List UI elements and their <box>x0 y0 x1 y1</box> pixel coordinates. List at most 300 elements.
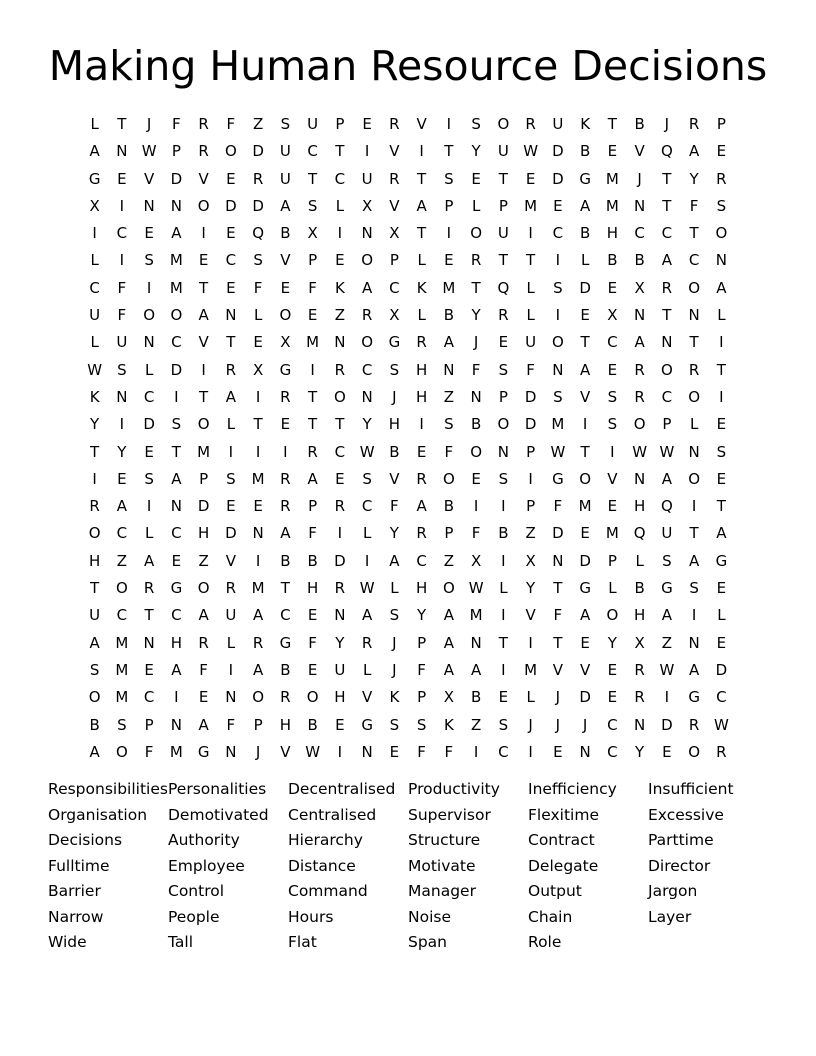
grid-letter: L <box>90 115 99 133</box>
grid-letter: O <box>688 278 701 297</box>
grid-letter: W <box>523 142 539 161</box>
grid-letter: S <box>416 715 427 734</box>
grid-row <box>81 602 735 629</box>
grid-letter: H <box>88 551 101 570</box>
grid-letter: G <box>661 579 673 598</box>
grid-letter: Z <box>443 387 455 406</box>
grid-letter: O <box>442 469 455 488</box>
grid-letter: P <box>389 251 399 270</box>
grid-letter: B <box>443 497 455 516</box>
grid-letter: F <box>689 196 699 215</box>
grid-letter: X <box>389 224 400 243</box>
grid-letter: L <box>580 251 590 270</box>
grid-letter: L <box>90 251 99 270</box>
grid-letter: W <box>359 579 375 598</box>
grid-letter: E <box>553 742 563 761</box>
grid-row <box>81 329 735 356</box>
grid-letter: R <box>198 115 209 133</box>
grid-letter: M <box>115 633 129 652</box>
grid-letter: E <box>607 142 618 161</box>
word-list-item: Centralised <box>288 805 377 824</box>
grid-letter: C <box>171 606 182 625</box>
grid-letter: H <box>415 579 428 598</box>
grid-letter: S <box>280 115 291 133</box>
word-list-item: Motivate <box>408 856 476 875</box>
grid-letter: H <box>170 633 183 652</box>
grid-letter: D <box>552 524 564 543</box>
grid-letter: A <box>579 360 591 379</box>
grid-letter: T <box>662 169 672 188</box>
grid-letter: T <box>171 442 181 461</box>
grid-letter: F <box>471 360 481 379</box>
grid-letter: L <box>90 333 99 352</box>
grid-letter: P <box>607 551 617 570</box>
grid-letter: U <box>307 115 319 133</box>
grid-letter: K <box>334 278 345 297</box>
grid-letter: D <box>661 715 673 734</box>
grid-letter: A <box>307 469 318 488</box>
grid-letter: H <box>306 579 319 598</box>
grid-letter: F <box>471 524 481 543</box>
grid-letter: T <box>335 415 345 434</box>
grid-letter: M <box>169 251 183 270</box>
word-list-column <box>168 777 288 956</box>
grid-letter: T <box>498 169 508 188</box>
grid-letter: E <box>471 469 481 488</box>
grid-letter: B <box>498 524 509 543</box>
grid-letter: Y <box>635 742 645 761</box>
grid-row <box>81 247 735 274</box>
word-list-item: Output <box>528 882 582 900</box>
grid-row <box>81 439 735 466</box>
grid-letter: T <box>144 606 154 625</box>
grid-letter: I <box>228 442 234 461</box>
grid-letter: E <box>553 196 563 215</box>
grid-letter: N <box>252 524 264 543</box>
grid-letter: L <box>362 660 372 679</box>
word-list-item: Fulltime <box>48 856 110 875</box>
grid-letter: D <box>143 415 155 434</box>
grid-letter: S <box>444 169 454 188</box>
grid-letter: R <box>525 115 536 133</box>
grid-letter: G <box>388 333 401 352</box>
grid-letter: U <box>361 169 373 188</box>
grid-letter: R <box>280 469 291 488</box>
grid-letter: L <box>417 306 426 325</box>
grid-letter: K <box>89 387 100 406</box>
grid-letter: Q <box>252 224 265 243</box>
grid-letter: O <box>197 579 210 598</box>
grid-letter: T <box>498 633 508 652</box>
grid-letter: B <box>280 660 291 679</box>
grid-letter: T <box>90 442 100 461</box>
grid-letter: M <box>306 333 320 352</box>
grid-letter: B <box>280 551 291 570</box>
grid-letter: E <box>444 251 454 270</box>
grid-letter: T <box>199 387 209 406</box>
grid-letter: I <box>255 551 261 570</box>
grid-letter: X <box>470 551 482 570</box>
grid-letter: R <box>334 579 346 598</box>
word-list-item: Structure <box>408 831 481 849</box>
grid-letter: T <box>553 633 563 652</box>
grid-letter: A <box>416 196 427 215</box>
grid-letter: T <box>689 333 699 352</box>
grid-letter: S <box>689 579 699 598</box>
grid-letter: G <box>88 169 101 188</box>
grid-letter: A <box>688 142 700 161</box>
grid-row <box>81 384 735 411</box>
grid-letter: T <box>280 579 290 598</box>
grid-letter: G <box>715 551 728 570</box>
grid-letter: U <box>89 606 101 625</box>
grid-letter: F <box>417 660 426 679</box>
grid-letter: N <box>715 251 727 270</box>
grid-letter: C <box>171 524 182 543</box>
grid-letter: X <box>634 278 645 297</box>
grid-letter: V <box>143 169 155 188</box>
grid-letter: H <box>415 387 428 406</box>
grid-letter: O <box>115 579 128 598</box>
grid-letter: P <box>498 196 508 215</box>
grid-letter: L <box>717 606 726 625</box>
grid-letter: V <box>607 469 618 488</box>
grid-letter: I <box>528 742 533 761</box>
grid-letter: A <box>688 551 700 570</box>
grid-letter: I <box>501 660 506 679</box>
grid-letter: A <box>661 606 672 625</box>
grid-letter: O <box>470 442 483 461</box>
grid-letter: R <box>280 387 291 406</box>
grid-letter: I <box>119 251 125 270</box>
grid-letter: C <box>661 387 673 406</box>
grid-letter: T <box>417 224 427 243</box>
grid-letter: I <box>446 115 452 133</box>
grid-letter: R <box>198 633 209 652</box>
grid-letter: R <box>661 278 673 297</box>
grid-letter: S <box>253 251 263 270</box>
grid-letter: M <box>605 524 619 543</box>
grid-letter: O <box>279 306 292 325</box>
grid-letter: F <box>199 660 208 679</box>
grid-letter: E <box>607 278 618 297</box>
grid-letter: V <box>198 169 209 188</box>
grid-letter: A <box>361 278 373 297</box>
grid-letter: F <box>417 742 426 761</box>
grid-letter: N <box>170 196 182 215</box>
grid-row <box>81 712 735 739</box>
grid-letter: E <box>471 169 481 188</box>
grid-letter: O <box>633 415 646 434</box>
grid-letter: S <box>144 251 154 270</box>
grid-letter: V <box>525 606 536 625</box>
grid-letter: W <box>359 442 375 461</box>
grid-letter: E <box>580 306 590 325</box>
grid-letter: M <box>115 688 129 707</box>
grid-letter: L <box>635 551 644 570</box>
grid-letter: C <box>143 688 155 707</box>
grid-letter: H <box>279 715 292 734</box>
grid-letter: L <box>526 306 535 325</box>
grid-letter: T <box>716 360 726 379</box>
word-list-item: Flat <box>288 933 317 951</box>
grid-letter: T <box>226 333 236 352</box>
grid-letter: I <box>174 387 179 406</box>
grid-letter: C <box>607 333 618 352</box>
grid-letter: Y <box>417 606 427 625</box>
grid-letter: L <box>144 360 154 379</box>
grid-letter: J <box>637 169 642 188</box>
grid-letter: P <box>716 115 726 133</box>
grid-letter: M <box>605 169 619 188</box>
grid-letter: O <box>606 606 619 625</box>
grid-letter: R <box>361 633 373 652</box>
grid-letter: A <box>579 606 591 625</box>
grid-letter: D <box>252 196 264 215</box>
grid-letter: L <box>689 415 699 434</box>
grid-letter: N <box>361 742 373 761</box>
grid-letter: A <box>171 469 182 488</box>
grid-letter: O <box>470 224 483 243</box>
grid-letter: U <box>89 306 101 325</box>
grid-letter: I <box>473 497 479 516</box>
grid-letter: O <box>224 142 237 161</box>
grid-letter: I <box>691 497 697 516</box>
grid-letter: D <box>197 497 210 516</box>
grid-letter: C <box>116 524 128 543</box>
grid-letter: J <box>146 115 152 133</box>
grid-letter: I <box>473 742 479 761</box>
grid-letter: U <box>279 142 291 161</box>
grid-letter: G <box>579 169 591 188</box>
grid-row <box>81 548 735 575</box>
grid-letter: O <box>688 742 701 761</box>
grid-letter: W <box>305 742 321 761</box>
grid-letter: B <box>443 306 455 325</box>
grid-letter: O <box>497 115 510 133</box>
grid-letter: I <box>174 688 179 707</box>
grid-letter: D <box>170 169 183 188</box>
grid-letter: U <box>497 142 509 161</box>
word-list-item: Authority <box>168 831 240 849</box>
word-list-column <box>528 777 648 956</box>
grid-letter: B <box>470 415 482 434</box>
grid-letter: R <box>688 715 700 734</box>
grid-row <box>81 630 735 657</box>
grid-letter: D <box>524 387 537 406</box>
grid-row <box>81 466 735 493</box>
grid-letter: U <box>225 606 237 625</box>
grid-letter: N <box>688 633 700 652</box>
grid-letter: S <box>607 415 618 434</box>
word-list-item: Distance <box>288 856 356 875</box>
grid-letter: L <box>526 688 535 707</box>
grid-letter: C <box>171 333 182 352</box>
grid-letter: S <box>553 387 563 406</box>
grid-letter: B <box>634 251 645 270</box>
word-list-item: Narrow <box>48 907 104 926</box>
grid-letter: F <box>444 742 454 761</box>
grid-row <box>81 493 735 520</box>
grid-letter: S <box>307 196 318 215</box>
grid-letter: N <box>143 196 155 215</box>
grid-letter: O <box>579 469 592 488</box>
grid-letter: R <box>634 688 645 707</box>
grid-letter: E <box>280 415 291 434</box>
grid-letter: M <box>442 278 456 297</box>
grid-letter: R <box>225 579 237 598</box>
grid-letter: K <box>389 688 400 707</box>
grid-letter: O <box>688 469 701 488</box>
grid-letter: J <box>582 715 588 734</box>
grid-letter: N <box>116 142 128 161</box>
grid-letter: A <box>252 660 264 679</box>
grid-letter: E <box>226 169 236 188</box>
grid-letter: E <box>607 660 618 679</box>
grid-letter: M <box>469 606 483 625</box>
grid-letter: M <box>551 415 565 434</box>
grid-letter: R <box>416 469 427 488</box>
grid-letter: Y <box>471 142 481 161</box>
grid-letter: M <box>524 660 538 679</box>
grid-letter: R <box>280 497 291 516</box>
grid-letter: O <box>143 306 156 325</box>
grid-letter: T <box>199 278 209 297</box>
grid-letter: L <box>226 415 236 434</box>
grid-letter: Y <box>607 633 617 652</box>
grid-letter: S <box>498 360 509 379</box>
grid-letter: J <box>555 688 561 707</box>
grid-letter: E <box>716 633 727 652</box>
grid-letter: E <box>253 497 263 516</box>
grid-letter: R <box>389 115 400 133</box>
word-list-item: Hours <box>288 907 334 926</box>
grid-letter: T <box>90 579 100 598</box>
grid-row <box>81 220 735 247</box>
word-list-item: Organisation <box>48 805 148 824</box>
grid-letter: U <box>334 660 346 679</box>
grid-letter: F <box>253 278 263 297</box>
grid-letter: X <box>252 360 264 379</box>
grid-letter: E <box>607 360 618 379</box>
grid-letter: R <box>334 360 346 379</box>
grid-letter: C <box>334 442 346 461</box>
grid-letter: Y <box>90 415 100 434</box>
grid-letter: C <box>552 224 564 243</box>
word-list-column <box>648 777 768 956</box>
grid-letter: L <box>499 579 508 598</box>
word-list-item: Inefficiency <box>528 780 617 798</box>
grid-letter: N <box>634 196 646 215</box>
grid-letter: B <box>579 224 591 243</box>
word-list-item: Barrier <box>48 882 101 900</box>
grid-letter: J <box>255 742 261 761</box>
grid-letter: V <box>579 387 591 406</box>
grid-letter: E <box>607 497 618 516</box>
word-list-item: Command <box>288 882 368 900</box>
grid-letter: Q <box>633 524 646 543</box>
grid-letter: I <box>501 606 506 625</box>
grid-letter: A <box>688 660 700 679</box>
grid-letter: C <box>498 742 509 761</box>
grid-letter: L <box>526 278 535 297</box>
grid-letter: A <box>89 633 100 652</box>
grid-letter: A <box>252 606 264 625</box>
grid-letter: D <box>579 688 591 707</box>
word-list-item: Productivity <box>408 780 500 798</box>
grid-letter: I <box>364 142 370 161</box>
grid-letter: T <box>716 497 726 516</box>
grid-letter: H <box>606 224 619 243</box>
grid-letter: M <box>524 196 538 215</box>
grid-letter: S <box>226 469 236 488</box>
grid-letter: I <box>610 442 615 461</box>
grid-letter: Y <box>526 579 536 598</box>
grid-row <box>81 739 735 766</box>
grid-letter: F <box>444 442 454 461</box>
grid-letter: T <box>689 224 699 243</box>
grid-letter: Z <box>252 115 264 133</box>
grid-letter: S <box>171 415 182 434</box>
grid-letter: S <box>498 469 509 488</box>
grid-letter: P <box>171 142 181 161</box>
word-list-item: Decisions <box>48 831 123 849</box>
word-list-item: Chain <box>528 907 573 926</box>
grid-letter: S <box>144 469 154 488</box>
grid-row <box>81 575 735 602</box>
grid-letter: I <box>528 633 533 652</box>
grid-letter: H <box>633 606 646 625</box>
word-list-item: Tall <box>168 933 194 951</box>
grid-letter: R <box>280 688 291 707</box>
word-list-item: Control <box>168 882 225 900</box>
grid-letter: M <box>251 469 265 488</box>
grid-letter: E <box>716 469 727 488</box>
grid-letter: T <box>417 169 427 188</box>
grid-letter: D <box>579 278 591 297</box>
grid-letter: C <box>416 551 427 570</box>
grid-letter: A <box>716 278 727 297</box>
grid-letter: E <box>144 224 154 243</box>
word-list-column <box>288 777 408 956</box>
grid-letter: P <box>526 442 536 461</box>
grid-letter: P <box>444 196 454 215</box>
grid-letter: F <box>226 115 236 133</box>
grid-letter: N <box>361 387 373 406</box>
grid-letter: A <box>661 469 672 488</box>
grid-letter: O <box>361 251 374 270</box>
grid-letter: C <box>361 497 373 516</box>
grid-letter: U <box>279 169 291 188</box>
grid-letter: B <box>307 551 318 570</box>
grid-letter: T <box>444 142 454 161</box>
grid-letter: O <box>306 688 319 707</box>
grid-letter: I <box>528 224 533 243</box>
grid-letter: V <box>389 196 400 215</box>
grid-letter: U <box>552 115 564 133</box>
grid-letter: P <box>417 633 427 652</box>
grid-letter: I <box>555 251 561 270</box>
grid-letter: A <box>443 633 454 652</box>
grid-letter: I <box>119 196 125 215</box>
grid-letter: S <box>662 551 672 570</box>
grid-letter: I <box>255 442 261 461</box>
grid-letter: E <box>117 469 127 488</box>
grid-letter: C <box>716 688 727 707</box>
grid-letter: G <box>552 469 564 488</box>
grid-letter: Z <box>334 306 346 325</box>
grid-letter: D <box>579 551 591 570</box>
